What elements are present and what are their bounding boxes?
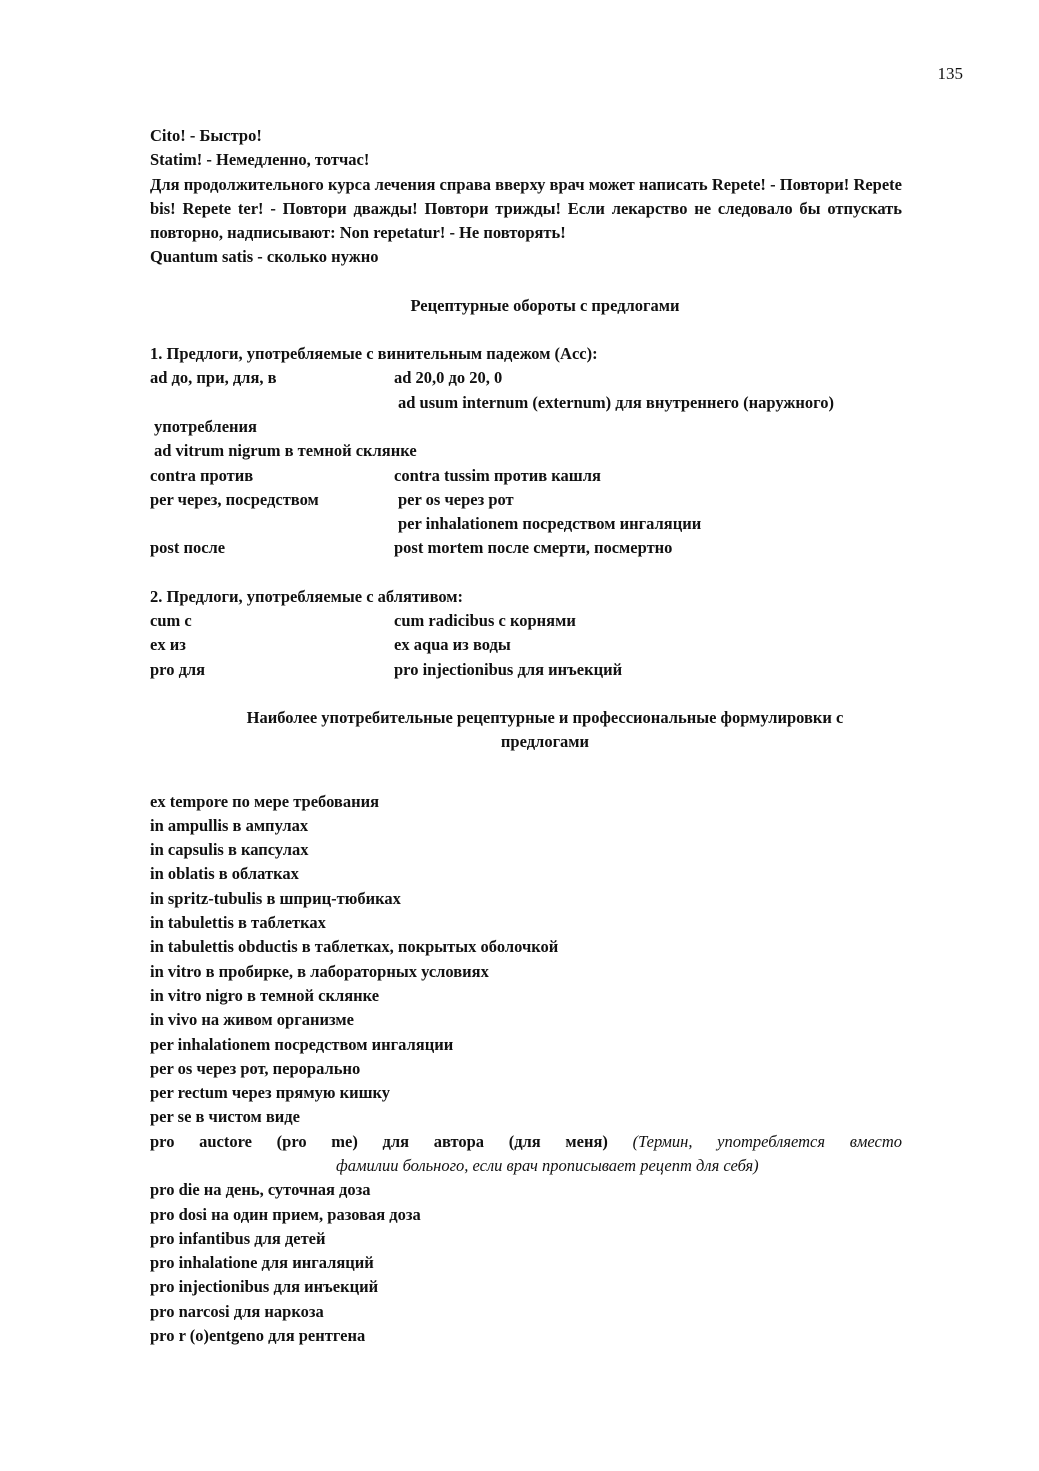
formula-item: in vitro в пробирке, в лабораторных условиях: [150, 961, 489, 981]
page-content: [150, 124, 940, 1348]
abl-row: [150, 658, 940, 682]
pro-auctore-main: pro auctore (pro me) для автора (для меня): [150, 1131, 608, 1151]
section-abl-title: 2. Предлоги, употребляемые с аблятивом:: [150, 586, 464, 606]
heading-formulas-line1: Наиболее употребительные рецептурные и профессиональные формулировки с: [246, 707, 844, 727]
quantum-line: Quantum satis - сколько нужно: [150, 247, 379, 267]
formula-item: pro infantibus для детей: [150, 1228, 326, 1248]
formula-item: per os через рот, перорально: [150, 1058, 361, 1078]
formula-item: in tabulettis obductis в таблетках, покрытых оболочкой: [150, 937, 559, 957]
formula-item: pro dosi на один прием, разовая доза: [150, 1204, 421, 1224]
heading-formulas-line2: предлогами: [500, 732, 590, 752]
acc-row-ad-usum: [150, 391, 940, 415]
acc-row-per-inhal: [150, 512, 940, 536]
formula-item: in spritz-tubulis в шприц-тюбиках: [150, 888, 401, 908]
formula-item: in ampullis в ампулах: [150, 815, 309, 835]
formula-item: pro inhalatione для ингаляций: [150, 1253, 374, 1273]
acc-row-contra: [150, 464, 940, 488]
abl-left: ex из: [150, 635, 186, 655]
acc-row-ad: [150, 366, 940, 390]
section-acc-title: 1. Предлоги, употребляемые с винительным падежом (Acc):: [150, 344, 598, 364]
repete-paragraph: Для продолжительного курса лечения справа вверху врач может написать Repete! - Повтори! Repete bis! Repete ter! - Повтори дважды! Повтори трижды! Если лекарство не следовало бы отпускать повторно, надписывают: Non repetatur! - Не повторять!: [150, 174, 902, 243]
formula-item: ex tempore по мере требования: [150, 791, 380, 811]
abl-row: [150, 609, 940, 633]
acc-ad-vitrum: ad vitrum nigrum в темной склянке: [154, 441, 417, 461]
acc-per-right-1: per os через рот: [398, 489, 514, 509]
formula-item: pro r (o)entgeno для рентгена: [150, 1326, 366, 1346]
pro-auctore-note-2: фамилии больного, если врач прописывает рецепт для себя): [336, 1155, 759, 1175]
formula-item: pro injectionibus для инъекций: [150, 1277, 379, 1297]
acc-row-per: [150, 488, 940, 512]
acc-contra-right: contra tussim против кашля: [394, 465, 601, 485]
acc-ad-right-2: ad usum internum (externum) для внутреннего (наружного): [398, 392, 834, 412]
acc-post-left: post после: [150, 538, 226, 558]
abl-row: [150, 633, 940, 657]
acc-ad-left: ad до, при, для, в: [150, 368, 277, 388]
heading-prepositions: Рецептурные обороты с предлогами: [410, 295, 680, 315]
formula-item: in tabulettis в таблетках: [150, 913, 326, 933]
acc-ad-continuation: употребления: [154, 416, 257, 436]
acc-per-left: per через, посредством: [150, 489, 319, 509]
pro-auctore-line: [150, 1130, 902, 1154]
formula-item: in capsulis в капсулах: [150, 840, 309, 860]
formula-item: per inhalationem посредством ингаляции: [150, 1034, 454, 1054]
abl-left: cum с: [150, 611, 192, 631]
statim-line: Statim! - Немедленно, тотчас!: [150, 150, 370, 170]
formula-item: pro die на день, суточная доза: [150, 1180, 371, 1200]
abl-right: pro injectionibus для инъекций: [394, 659, 623, 679]
page-number: 135: [937, 64, 963, 83]
acc-contra-left: contra против: [150, 465, 254, 485]
formula-item: per se в чистом виде: [150, 1107, 300, 1127]
acc-ad-right-1: ad 20,0 до 20, 0: [394, 368, 503, 388]
formula-item: in vitro nigro в темной склянке: [150, 985, 380, 1005]
formula-item: pro narcosi для наркоза: [150, 1301, 324, 1321]
pro-auctore-note-1: (Термин, употребляется вместо: [632, 1131, 902, 1151]
acc-row-post: [150, 536, 940, 560]
formula-item: in oblatis в облатках: [150, 864, 299, 884]
abl-right: ex aqua из воды: [394, 635, 511, 655]
formula-item: in vivo на живом организме: [150, 1010, 354, 1030]
acc-per-right-2: per inhalationem посредством ингаляции: [398, 514, 702, 534]
formula-item: per rectum через прямую кишку: [150, 1083, 391, 1103]
abl-right: cum radicibus с корнями: [394, 611, 576, 631]
abl-left: pro для: [150, 659, 206, 679]
cito-line: Cito! - Быстро!: [150, 126, 262, 145]
acc-post-right: post mortem после смерти, посмертно: [394, 538, 673, 558]
